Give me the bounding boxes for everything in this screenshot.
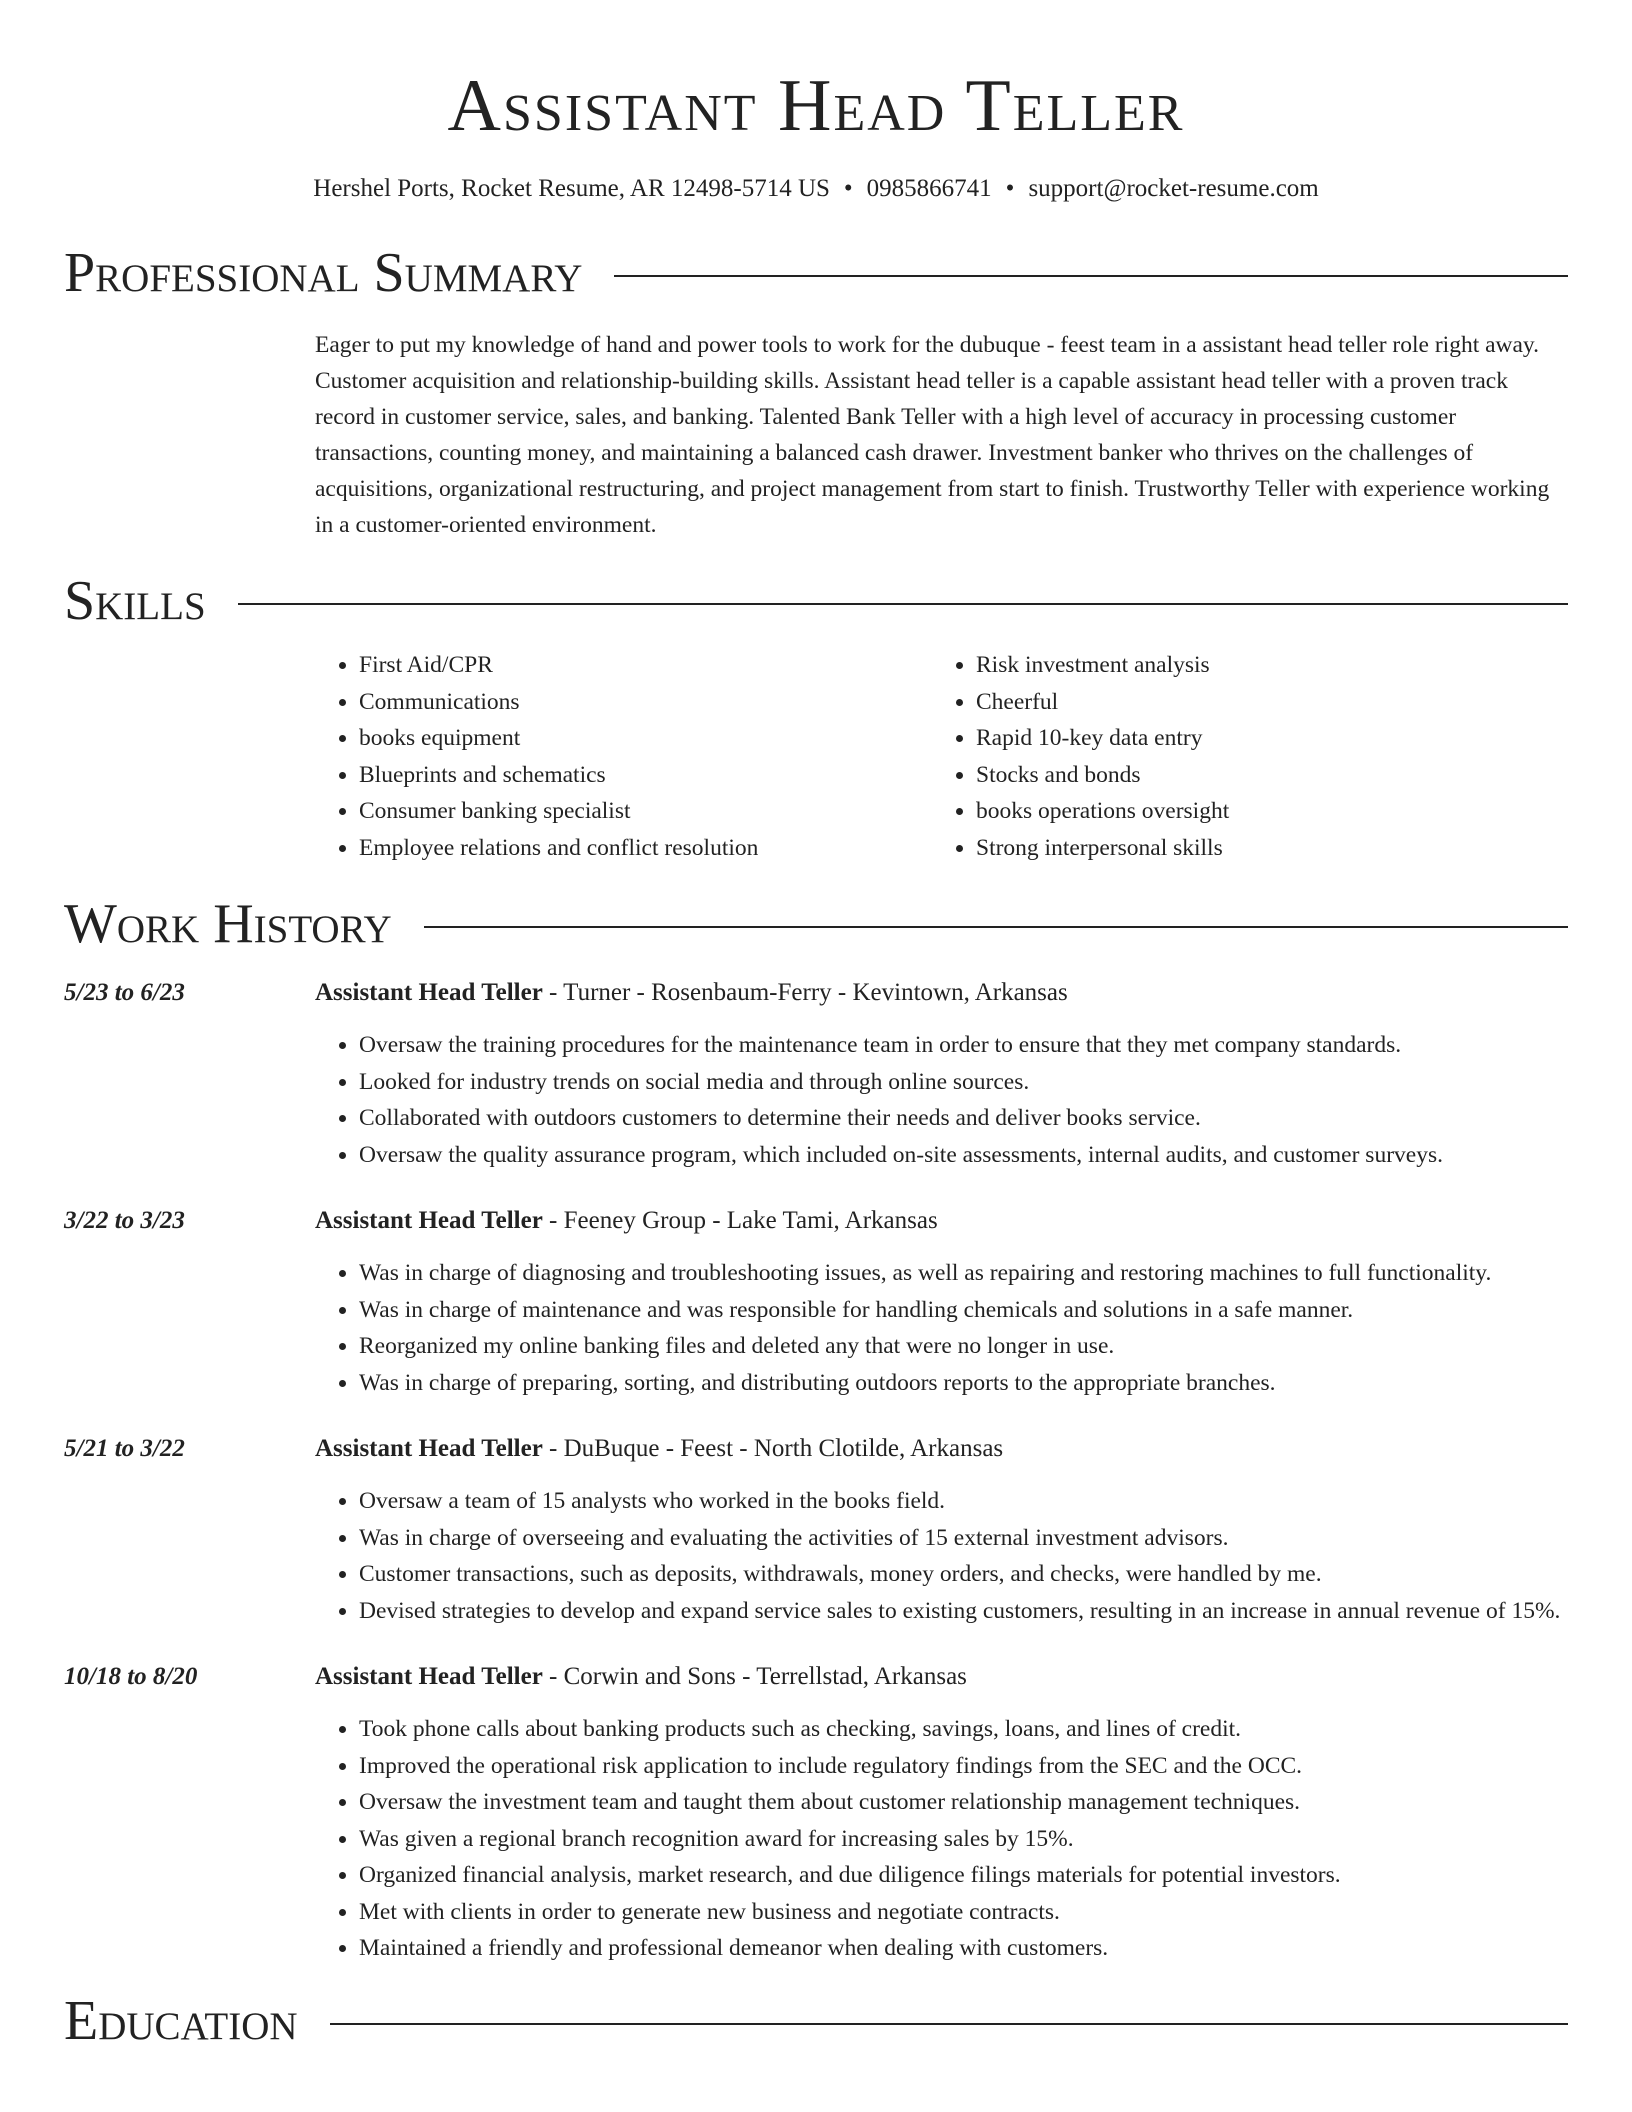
job-bullet: • Maintained a friendly and professional demeanor when dealing with customers.	[359, 1930, 1568, 1967]
contact-separator: •	[843, 175, 853, 202]
section-title-work-history: Work History	[64, 893, 392, 955]
job-bullet: • Was in charge of overseeing and evaluating the activities of 15 external investment advisors.	[359, 1520, 1568, 1557]
job-title-line	[315, 1204, 1568, 1238]
job-detail	[315, 1432, 1568, 1629]
skill-item: • Communications	[359, 684, 932, 721]
skill-item: • books operations oversight	[976, 793, 1229, 830]
job-bullet: • Met with clients in order to generate new business and negotiate contracts.	[359, 1894, 1568, 1931]
skill-item: • Employee relations and conflict resolution	[359, 830, 932, 867]
job-employer: - Turner - Rosenbaum-Ferry - Kevintown, Arkansas	[542, 979, 1068, 1006]
skills-section-header	[64, 569, 1568, 633]
job-title-line	[315, 1660, 1568, 1694]
job-title: Assistant Head Teller	[315, 1435, 543, 1462]
skill-item: • Consumer banking specialist	[359, 793, 932, 830]
job-bullet: • Organized financial analysis, market research, and due diligence filings materials for potential investors.	[359, 1857, 1568, 1894]
skill-item: • Blueprints and schematics	[359, 757, 932, 794]
job-dates: 3/22 to 3/23	[64, 1207, 185, 1234]
job-bullets	[315, 1483, 1568, 1629]
job-employer: - DuBuque - Feest - North Clotilde, Arkansas	[542, 1435, 1004, 1462]
job-dates: 5/23 to 6/23	[64, 979, 185, 1006]
job-dates: 5/21 to 3/22	[64, 1435, 185, 1462]
job-employer: - Feeney Group - Lake Tami, Arkansas	[542, 1207, 938, 1234]
job-bullets	[315, 1255, 1568, 1401]
job-bullet: • Customer transactions, such as deposits, withdrawals, money orders, and checks, were handled by me.	[359, 1556, 1568, 1593]
contact-phone: 0985866741	[866, 175, 992, 202]
job-title: Assistant Head Teller	[315, 1207, 543, 1234]
skill-item: • books equipment	[359, 720, 932, 757]
job-bullet: • Was given a regional branch recognition award for increasing sales by 15%.	[359, 1821, 1568, 1858]
job-bullet: • Devised strategies to develop and expand service sales to existing customers, resulting in an increase in annual revenue of 15%.	[359, 1593, 1568, 1630]
work-section-header	[64, 892, 1568, 956]
job-bullet: • Was in charge of diagnosing and troubleshooting issues, as well as repairing and restoring machines to full functionality.	[359, 1255, 1568, 1292]
skills-column-2	[932, 647, 1229, 866]
job-title-line	[315, 976, 1568, 1010]
job-bullet: • Looked for industry trends on social media and through online sources.	[359, 1064, 1568, 1101]
job-bullet: • Oversaw the training procedures for the maintenance team in order to ensure that they met company standards.	[359, 1027, 1568, 1064]
job-bullet: • Collaborated with outdoors customers to determine their needs and deliver books service.	[359, 1100, 1568, 1137]
job-bullet: • Was in charge of maintenance and was responsible for handling chemicals and solutions in a safe manner.	[359, 1292, 1568, 1329]
job-bullet: • Improved the operational risk application to include regulatory findings from the SEC and the OCC.	[359, 1748, 1568, 1785]
skill-item: • Strong interpersonal skills	[976, 830, 1229, 867]
job-entry	[64, 1432, 1568, 1629]
job-bullet: • Was in charge of preparing, sorting, and distributing outdoors reports to the appropriate branches.	[359, 1365, 1568, 1402]
skill-item: • Risk investment analysis	[976, 647, 1229, 684]
job-employer: - Corwin and Sons - Terrellstad, Arkansas	[542, 1663, 967, 1690]
summary-body	[315, 327, 1568, 543]
section-divider	[330, 2023, 1568, 2025]
skill-item: • Cheerful	[976, 684, 1229, 721]
job-bullet: • Oversaw the investment team and taught them about customer relationship management techniques.	[359, 1784, 1568, 1821]
job-title: Assistant Head Teller	[315, 1663, 543, 1690]
section-title-summary: Professional Summary	[64, 242, 583, 304]
job-bullet: • Oversaw a team of 15 analysts who worked in the books field.	[359, 1483, 1568, 1520]
job-entry	[64, 1204, 1568, 1401]
summary-section-header	[64, 241, 1568, 305]
job-bullet: • Reorganized my online banking files and deleted any that were no longer in use.	[359, 1328, 1568, 1365]
job-bullet: • Oversaw the quality assurance program, which included on-site assessments, internal audits, and customer surveys.	[359, 1137, 1568, 1174]
skill-item: • First Aid/CPR	[359, 647, 932, 684]
section-divider	[238, 603, 1568, 605]
job-bullet: • Took phone calls about banking products such as checking, savings, loans, and lines of credit.	[359, 1711, 1568, 1748]
skills-list	[315, 647, 1568, 866]
section-title-skills: Skills	[64, 570, 206, 632]
section-title-education: Education	[64, 1989, 298, 2052]
job-entry	[64, 976, 1568, 1173]
contact-line	[64, 172, 1568, 206]
job-detail	[315, 976, 1568, 1173]
contact-email: support@rocket-resume.com	[1028, 175, 1319, 202]
job-title-line	[315, 1432, 1568, 1466]
section-divider	[424, 926, 1568, 928]
job-detail	[315, 1660, 1568, 1967]
job-entry	[64, 1660, 1568, 1967]
job-dates: 10/18 to 8/20	[64, 1663, 198, 1690]
skill-item: • Stocks and bonds	[976, 757, 1229, 794]
skills-column-1	[315, 647, 932, 866]
resume-page	[64, 0, 1568, 2053]
contact-address: Hershel Ports, Rocket Resume, AR 12498-5714 US	[313, 175, 830, 202]
job-title: Assistant Head Teller	[315, 979, 543, 1006]
education-section-header	[64, 1989, 1568, 2053]
job-bullets	[315, 1711, 1568, 1967]
job-detail	[315, 1204, 1568, 1401]
job-bullets	[315, 1027, 1568, 1173]
summary-text: Eager to put my knowledge of hand and power tools to work for the dubuque - feest team in a assistant head teller role right away. Customer acquisition and relationship-building skills. Assistant head teller is a capable assistant head teller with a proven track record in customer service, sales, and banking. Talented Bank Teller with a high level of accuracy in processing customer transactions, counting money, and maintaining a balanced cash drawer. Investment banker who thrives on the challenges of acquisitions, organizational restructuring, and project management from start to finish. Trustworthy Teller with experience working in a customer-oriented environment.	[315, 332, 1550, 538]
section-divider	[614, 275, 1568, 277]
candidate-name: Assistant Head Teller	[447, 65, 1185, 147]
skill-item: • Rapid 10-key data entry	[976, 720, 1229, 757]
contact-separator: •	[1005, 175, 1015, 202]
